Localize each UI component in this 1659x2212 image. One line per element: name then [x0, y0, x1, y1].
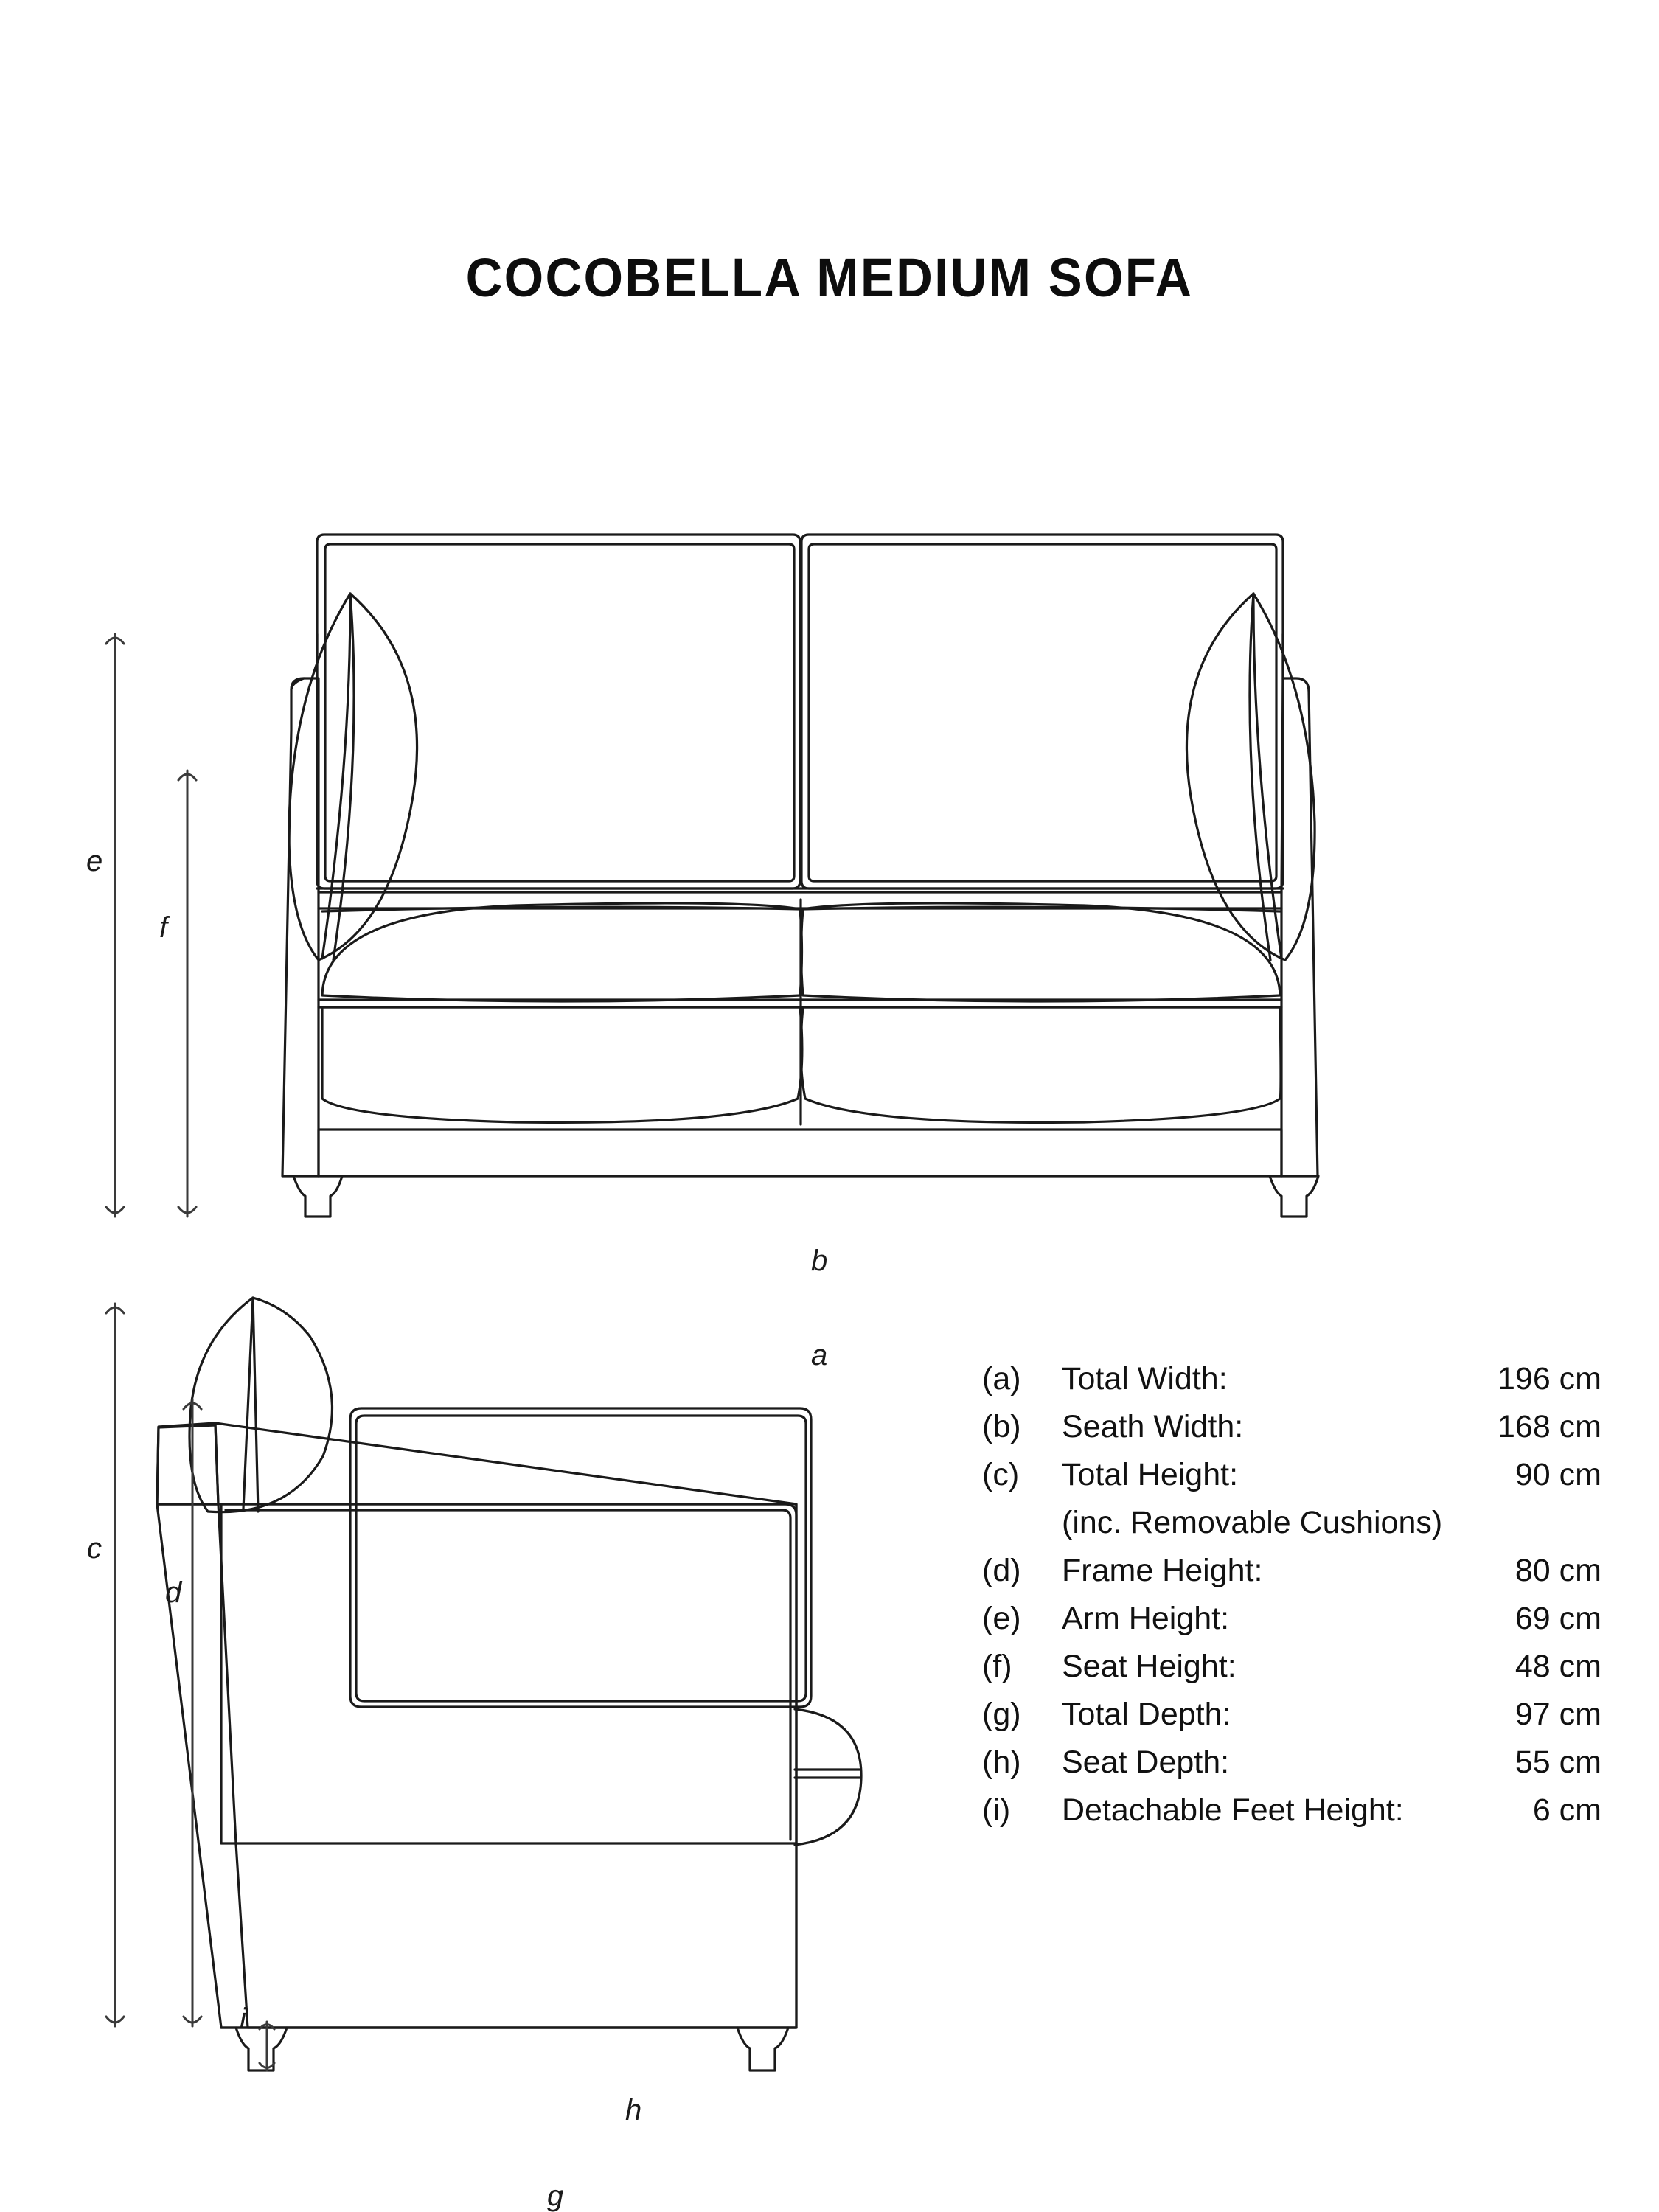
- legend-label-h: Seat Depth:: [1062, 1745, 1230, 1780]
- legend-value-d: 80 cm: [1514, 1553, 1601, 1588]
- legend-key-i: (i): [982, 1792, 1011, 1828]
- dimension-label-h: h: [625, 2094, 642, 2126]
- legend-label-a: Total Width:: [1062, 1361, 1228, 1397]
- legend-value-b: 168 cm: [1497, 1409, 1601, 1444]
- arm-right: [1281, 678, 1318, 1176]
- legend-row-h: [982, 1739, 1601, 1787]
- dimension-label-b: b: [811, 1245, 828, 1277]
- legend-row-i: [982, 1787, 1601, 1834]
- dimension-label-e: e: [86, 845, 103, 877]
- legend-note-removable-cushions: (inc. Removable Cushions): [1062, 1505, 1443, 1540]
- legend-row-g: [982, 1691, 1601, 1739]
- dimension-label-d: d: [165, 1576, 182, 1609]
- dimension-label-g: g: [547, 2180, 564, 2212]
- side-arm-body: [157, 1504, 796, 2028]
- legend-row-a: [982, 1355, 1601, 1403]
- legend-value-h: 55 cm: [1514, 1745, 1601, 1780]
- side-scatter-cushion-seam-a: [243, 1298, 253, 1509]
- seat-cushion-right-lower: [801, 1007, 1281, 1122]
- legend-row-b: [982, 1403, 1601, 1451]
- legend-label-c: Total Height:: [1062, 1457, 1239, 1492]
- legend-label-b: Seath Width:: [1062, 1409, 1244, 1444]
- seat-cushion-left-upper: [322, 903, 802, 1001]
- seat-cushion-left-lower: [322, 1007, 802, 1122]
- side-back-cushion-inner: [356, 1416, 806, 1701]
- legend-key-g: (g): [982, 1697, 1021, 1732]
- side-seat-cushion-outer: [221, 1504, 796, 1843]
- legend-value-a: 196 cm: [1497, 1361, 1601, 1397]
- legend-label-d: Frame Height:: [1062, 1553, 1263, 1588]
- legend-key-d: (d): [982, 1553, 1021, 1588]
- legend-row-c: [982, 1451, 1601, 1499]
- side-arm-panel: [215, 1423, 796, 2028]
- legend-label-g: Total Depth:: [1062, 1697, 1231, 1732]
- side-scatter-cushion-seam-b: [253, 1298, 258, 1512]
- legend-label-e: Arm Height:: [1062, 1601, 1230, 1636]
- dimension-label-i: i: [240, 2003, 246, 2035]
- legend-value-e: 69 cm: [1514, 1601, 1601, 1636]
- back-cushion-right-outer: [801, 535, 1283, 888]
- arm-left-top-curve: [291, 678, 304, 689]
- dimension-arrow-e: [106, 634, 124, 1217]
- dimension-label-c: c: [87, 1532, 102, 1565]
- legend-row-f: [982, 1643, 1601, 1691]
- side-elevation-drawing: [0, 1283, 959, 2094]
- dimension-arrow-c: [106, 1304, 124, 2026]
- side-foot-back: [737, 2028, 788, 2070]
- side-back-cushion-outer: [350, 1408, 811, 1707]
- side-arm-panel-outline: [157, 1423, 218, 1504]
- back-cushion-left-inner: [325, 544, 794, 881]
- side-scatter-cushion: [189, 1298, 332, 1512]
- legend-key-f: (f): [982, 1649, 1012, 1684]
- front-elevation-drawing: [0, 413, 1659, 1239]
- legend-value-c: 90 cm: [1514, 1457, 1601, 1492]
- legend-value-i: 6 cm: [1532, 1792, 1601, 1828]
- dimension-arrow-f: [178, 771, 196, 1217]
- side-armrest-top: [157, 1425, 218, 1504]
- legend-row-d: [982, 1547, 1601, 1595]
- back-cushion-right-inner: [809, 544, 1276, 881]
- scatter-cushion-left-seam-a: [322, 594, 350, 959]
- legend-value-f: 48 cm: [1514, 1649, 1601, 1684]
- legend-value-g: 97 cm: [1514, 1697, 1601, 1732]
- legend-row-e: [982, 1595, 1601, 1643]
- side-seat-cushion-inner: [226, 1510, 790, 1840]
- legend-key-c: (c): [982, 1457, 1020, 1492]
- dimension-legend-table: [982, 1355, 1601, 1834]
- legend-key-b: (b): [982, 1409, 1021, 1444]
- legend-key-e: (e): [982, 1601, 1021, 1636]
- legend-key-h: (h): [982, 1745, 1021, 1780]
- foot-right: [1270, 1176, 1318, 1217]
- legend-label-f: Seat Height:: [1062, 1649, 1237, 1684]
- foot-left: [293, 1176, 342, 1217]
- legend-label-i: Detachable Feet Height:: [1062, 1792, 1404, 1828]
- legend-row-c-note: [982, 1499, 1601, 1547]
- page-title: COCOBELLA MEDIUM SOFA: [465, 247, 1194, 308]
- dimension-arrow-i: [260, 2022, 274, 2070]
- dimension-label-f: f: [159, 911, 168, 944]
- back-cushion-left-outer: [317, 535, 800, 888]
- dimension-label-a: a: [811, 1339, 828, 1371]
- seat-cushion-right-upper: [801, 903, 1281, 1001]
- legend-key-a: (a): [982, 1361, 1021, 1397]
